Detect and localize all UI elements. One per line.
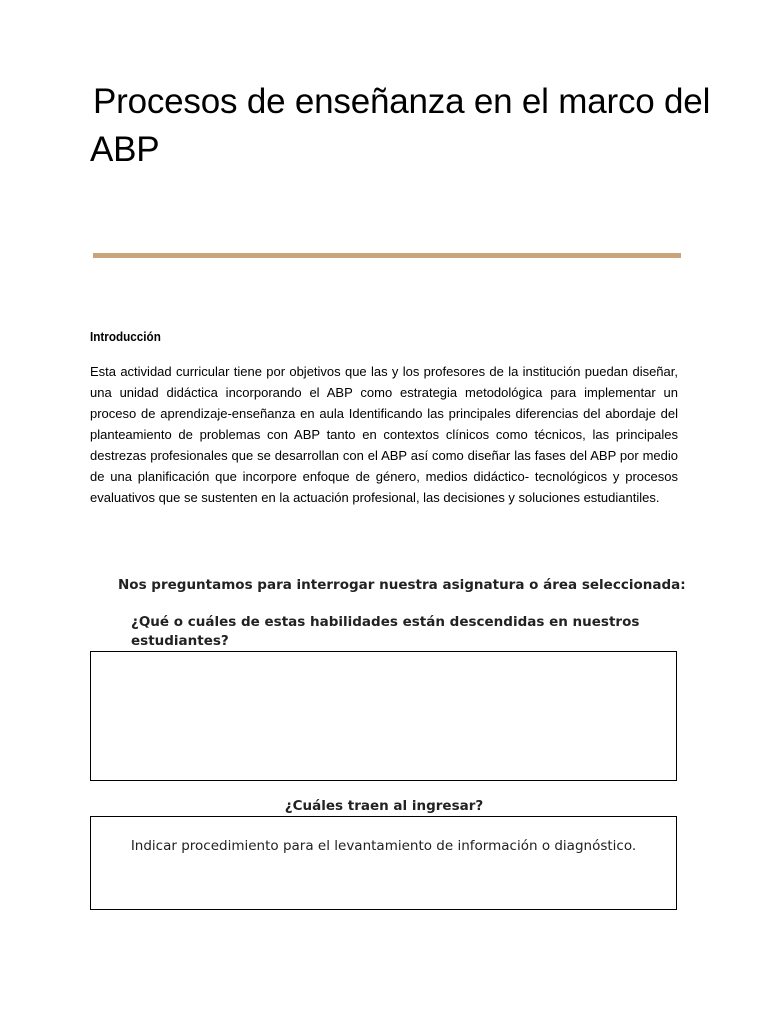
question-skills-descended: ¿Qué o cuáles de estas habilidades están descendidas en nuestros estudiantes? (131, 614, 640, 649)
answer-box-skills-descended[interactable] (90, 651, 677, 781)
question-skills-on-entry: ¿Cuáles traen al ingresar? (284, 798, 484, 814)
introduction-heading: Introducción (90, 329, 161, 344)
introduction-paragraph: Esta actividad curricular tiene por objetivos que las y los profesores de la institución puedan diseñar, una unidad didáctica incorporando el ABP como estrategia metodológica para implementar un proceso de aprendizaje-enseñanza en aula Identificando las principales diferencias del abordaje del planteamiento de problemas con ABP tanto en contextos clínicos como técnicos, las principales destrezas profesionales que se desarrollan con el ABP así como diseñar las fases del ABP por medio de una planificación que incorpore enfoque de género, medios didáctico- tecnológicos y procesos evaluativos que se sustenten en la actuación profesional, las decisiones y soluciones estudiantiles. (90, 364, 678, 505)
title-divider (93, 253, 681, 258)
document-title: Procesos de enseñanza en el marco del ABP (90, 82, 711, 169)
diagnostic-instruction-text: Indicar procedimiento para el levantamiento de información o diagnóstico. (130, 838, 637, 854)
answer-box-skills-on-entry[interactable] (90, 816, 677, 910)
questions-lead-text: Nos preguntamos para interrogar nuestra asignatura o área seleccionada: (118, 577, 686, 593)
